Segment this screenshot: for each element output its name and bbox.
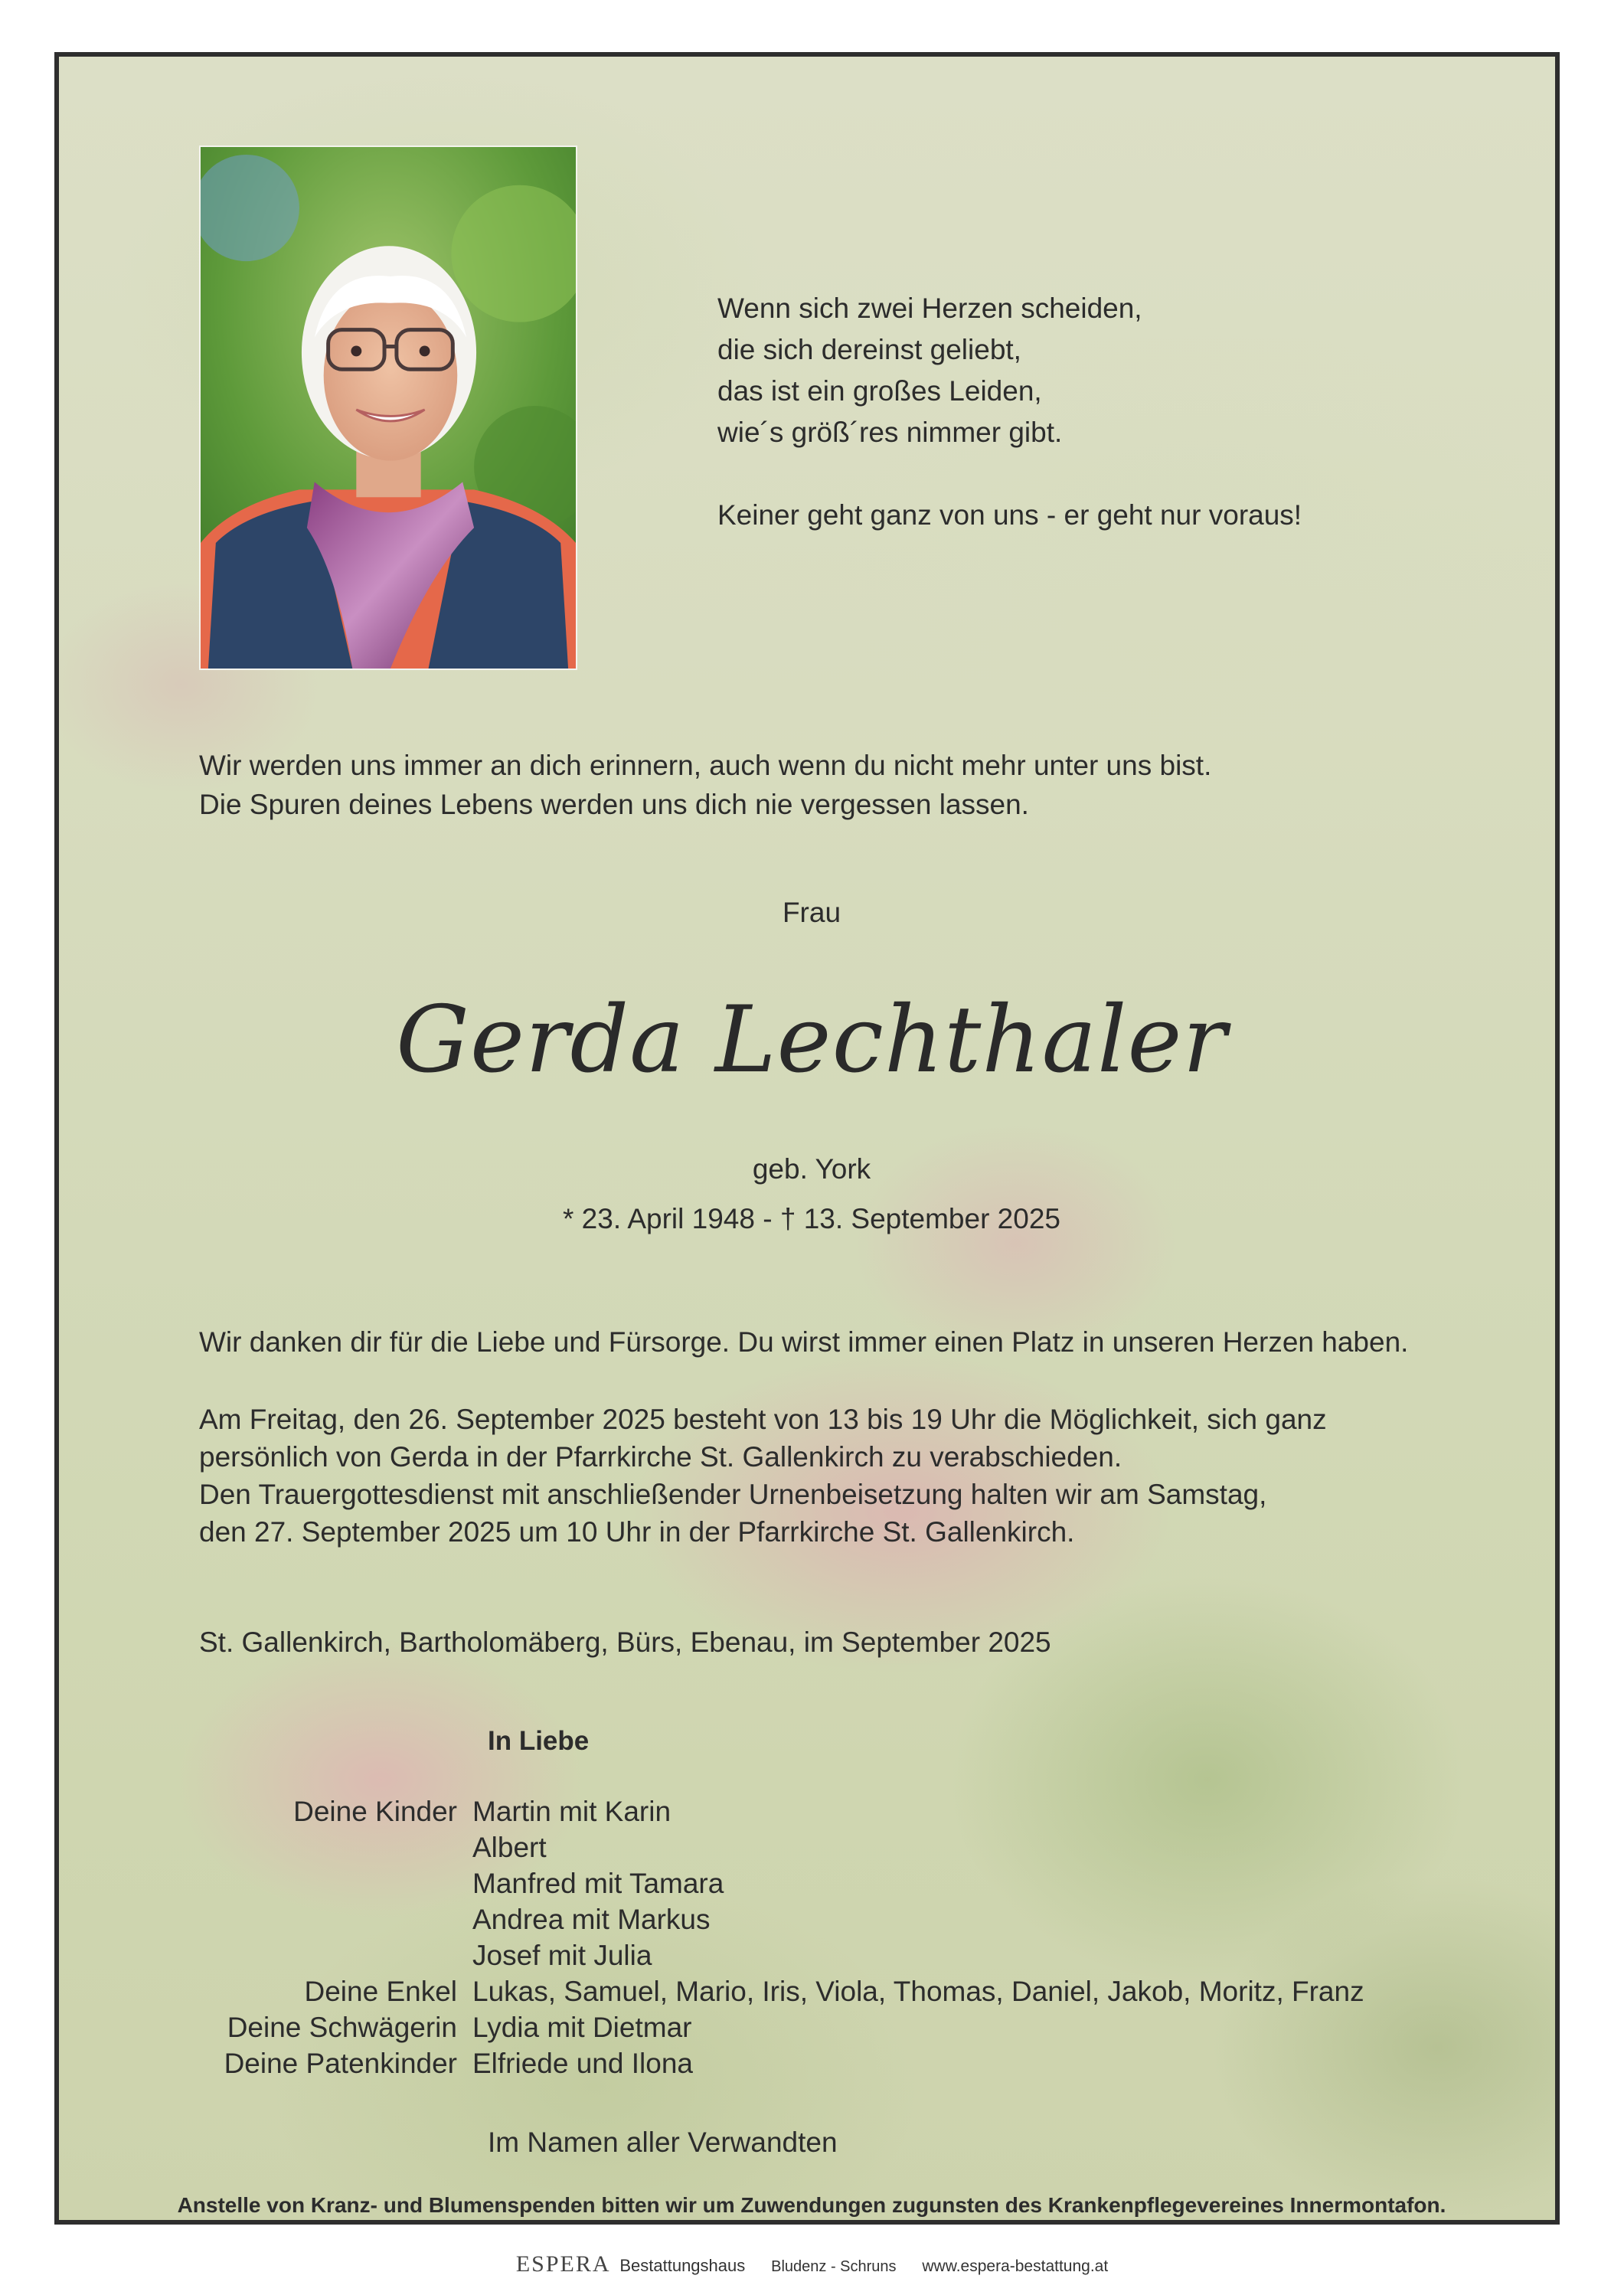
family-relation xyxy=(136,1937,472,1973)
funeral-info xyxy=(199,1401,1327,1551)
family-row xyxy=(136,2009,1364,2045)
portrait-image xyxy=(201,147,576,669)
family-row xyxy=(136,1865,1364,1901)
brand-subtitle: Bestattungshaus xyxy=(619,2256,746,2275)
family-relation xyxy=(136,1829,472,1865)
poem-line: das ist ein großes Leiden, xyxy=(717,375,1042,407)
family-relation: Deine Kinder xyxy=(293,1796,457,1827)
poem-closing: Keiner geht ganz von uns - er geht nur voraus! xyxy=(717,499,1302,531)
deceased-name: Gerda Lechthaler xyxy=(396,987,1227,1094)
donation-notice: Anstelle von Kranz- und Blumenspenden bitten wir um Zuwendungen zugunsten des Krankenpflegevereines Innermontafon. xyxy=(177,2193,1446,2217)
life-dates: * 23. April 1948 - † 13. September 2025 xyxy=(563,1203,1060,1234)
place-date: St. Gallenkirch, Bartholomäberg, Bürs, Ebenau, im September 2025 xyxy=(199,1626,1051,1658)
family-relation xyxy=(136,1865,472,1901)
obituary-frame xyxy=(54,52,1560,2225)
remembrance-text xyxy=(199,746,1211,824)
family-names: Lydia mit Dietmar xyxy=(472,2012,692,2043)
poem-line: Wenn sich zwei Herzen scheiden, xyxy=(717,293,1142,324)
family-names: Josef mit Julia xyxy=(472,1940,652,1971)
info-line: Am Freitag, den 26. September 2025 besteht von 13 bis 19 Uhr die Möglichkeit, sich ganz xyxy=(199,1404,1327,1435)
info-line: persönlich von Gerda in der Pfarrkirche St. Gallenkirch zu verabschieden. xyxy=(199,1441,1122,1473)
family-relation: Deine Schwägerin xyxy=(227,2012,457,2043)
remembrance-line: Wir werden uns immer an dich erinnern, auch wenn du nicht mehr unter uns bist. xyxy=(199,750,1212,781)
family-names: Andrea mit Markus xyxy=(472,1904,711,1935)
remembrance-line: Die Spuren deines Lebens werden uns dich nie vergessen lassen. xyxy=(199,789,1029,820)
family-relation xyxy=(136,1901,472,1937)
family-names: Elfriede und Ilona xyxy=(472,2048,693,2079)
footer xyxy=(0,2251,1624,2277)
family-row xyxy=(136,1829,1364,1865)
poem-line: wie´s größ´res nimmer gibt. xyxy=(717,417,1063,448)
family-names: Martin mit Karin xyxy=(472,1796,671,1827)
thanks-text: Wir danken dir für die Liebe und Fürsorge. Du wirst immer einen Platz in unseren Herzen haben. xyxy=(199,1326,1409,1358)
family-row xyxy=(136,1793,1364,1829)
maiden-name: geb. York xyxy=(752,1153,871,1185)
family-relation: Deine Enkel xyxy=(304,1976,457,2007)
family-relation: Deine Patenkinder xyxy=(224,2048,457,2079)
family-row xyxy=(136,1973,1364,2009)
poem xyxy=(717,288,1302,536)
poem-line: die sich dereinst geliebt, xyxy=(717,334,1021,365)
family-names: Albert xyxy=(472,1832,547,1863)
salutation: Frau xyxy=(782,897,841,928)
family-list xyxy=(136,1793,1364,2081)
in-liebe-heading: In Liebe xyxy=(488,1726,590,1756)
brand-locations: Bludenz - Schruns xyxy=(771,2258,897,2275)
family-row xyxy=(136,1901,1364,1937)
family-names: Manfred mit Tamara xyxy=(472,1868,724,1899)
info-line: den 27. September 2025 um 10 Uhr in der Pfarrkirche St. Gallenkirch. xyxy=(199,1516,1075,1548)
brand-logo: ESPERA xyxy=(515,2251,611,2277)
relatives-signature: Im Namen aller Verwandten xyxy=(488,2127,838,2158)
poem-gap xyxy=(717,453,1302,495)
portrait-photo xyxy=(199,145,577,670)
family-names: Lukas, Samuel, Mario, Iris, Viola, Thomas, Daniel, Jakob, Moritz, Franz xyxy=(472,1976,1364,2007)
family-row xyxy=(136,2045,1364,2081)
info-line: Den Trauergottesdienst mit anschließender Urnenbeisetzung halten wir am Samstag, xyxy=(199,1479,1267,1510)
family-row xyxy=(136,1937,1364,1973)
website-link[interactable]: www.espera-bestattung.at xyxy=(922,2257,1109,2275)
